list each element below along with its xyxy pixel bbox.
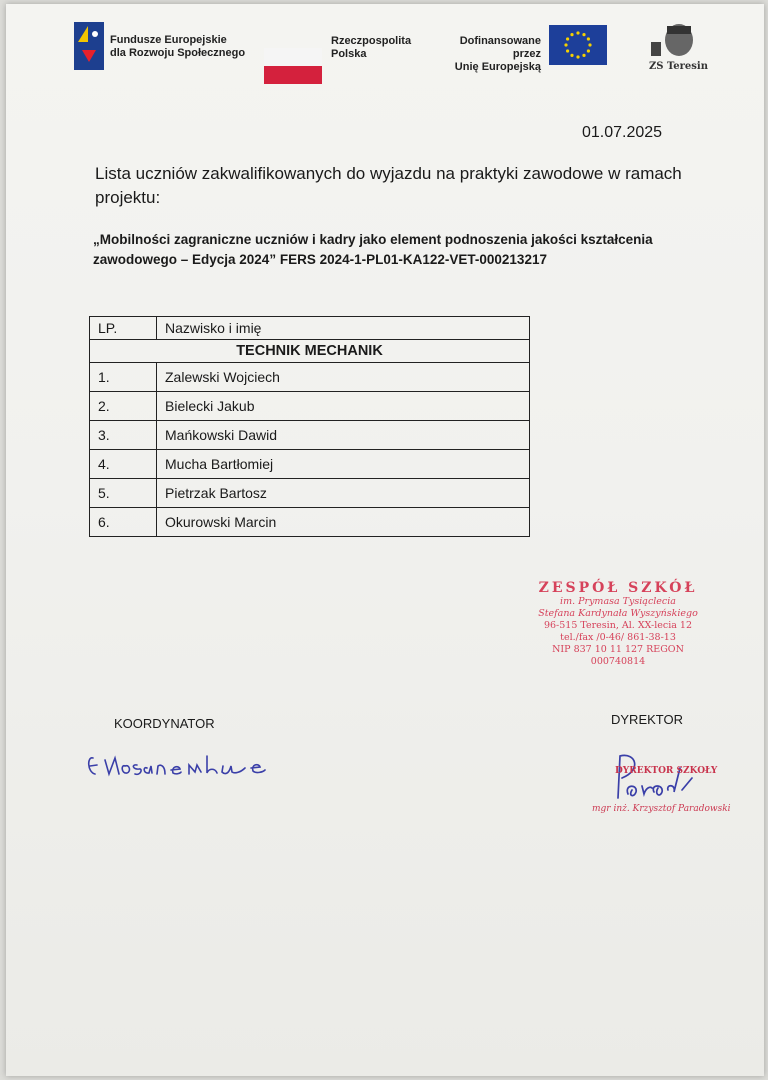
group-title: TECHNIK MECHANIK xyxy=(90,340,530,363)
header-name: Nazwisko i imię xyxy=(157,317,530,340)
eu-logo-text: Dofinansowane przez Unię Europejską xyxy=(454,35,541,73)
row-lp: 5. xyxy=(90,479,157,508)
table-header-row xyxy=(90,317,530,340)
coordinator-label: KOORDYNATOR xyxy=(114,716,215,731)
row-lp: 3. xyxy=(90,421,157,450)
director-label: DYREKTOR xyxy=(611,712,683,727)
table-row xyxy=(90,450,530,479)
row-name: Bielecki Jakub xyxy=(157,392,530,421)
table-row xyxy=(90,479,530,508)
students-table xyxy=(89,316,530,537)
eu-flag-icon xyxy=(549,25,607,65)
table-row xyxy=(90,392,530,421)
fe-logo-text: Fundusze Europejskie dla Rozwoju Społecznego xyxy=(110,34,246,59)
row-lp: 1. xyxy=(90,363,157,392)
table-row xyxy=(90,508,530,537)
fe-logo xyxy=(74,22,104,70)
list-heading: Lista uczniów zakwalifikowanych do wyjazdu na praktyki zawodowe w ramach projektu: xyxy=(95,164,682,207)
rp-logo-text: Rzeczpospolita Polska xyxy=(331,35,412,60)
school-stamp: ZESPÓŁ SZKÓŁ im. Prymasa Tysiąclecia Stefana Kardynała Wyszyńskiego 96-515 Teresin, Al. XX-lecia 12 tel./fax /0-46/ 861-38-13 NIP 837 10 11 127 REGON 000740814 xyxy=(538,580,698,667)
row-lp: 4. xyxy=(90,450,157,479)
logo-bar xyxy=(6,22,768,82)
director-signature: DYREKTOR SZKOŁY mgr inż. Krzysztof Paradowski xyxy=(588,750,728,820)
header-lp: LP. xyxy=(90,317,157,340)
document-date: 01.07.2025 xyxy=(582,124,663,141)
table-group-row xyxy=(90,340,530,363)
row-name: Pietrzak Bartosz xyxy=(157,479,530,508)
row-name: Mucha Bartłomiej xyxy=(157,450,530,479)
row-name: Zalewski Wojciech xyxy=(157,363,530,392)
coordinator-signature xyxy=(85,738,315,788)
poland-flag xyxy=(264,48,322,84)
row-name: Mańkowski Dawid xyxy=(157,421,530,450)
table-row xyxy=(90,363,530,392)
project-title: „Mobilności zagraniczne uczniów i kadry jako element podnoszenia jakości kształcenia zawodowego – Edycja 2024” FERS 2024-1-PL01-KA122-VET-000213217 xyxy=(93,232,653,267)
table-row xyxy=(90,421,530,450)
school-logo: ZS Teresin xyxy=(649,22,709,72)
row-lp: 2. xyxy=(90,392,157,421)
row-lp: 6. xyxy=(90,508,157,537)
row-name: Okurowski Marcin xyxy=(157,508,530,537)
